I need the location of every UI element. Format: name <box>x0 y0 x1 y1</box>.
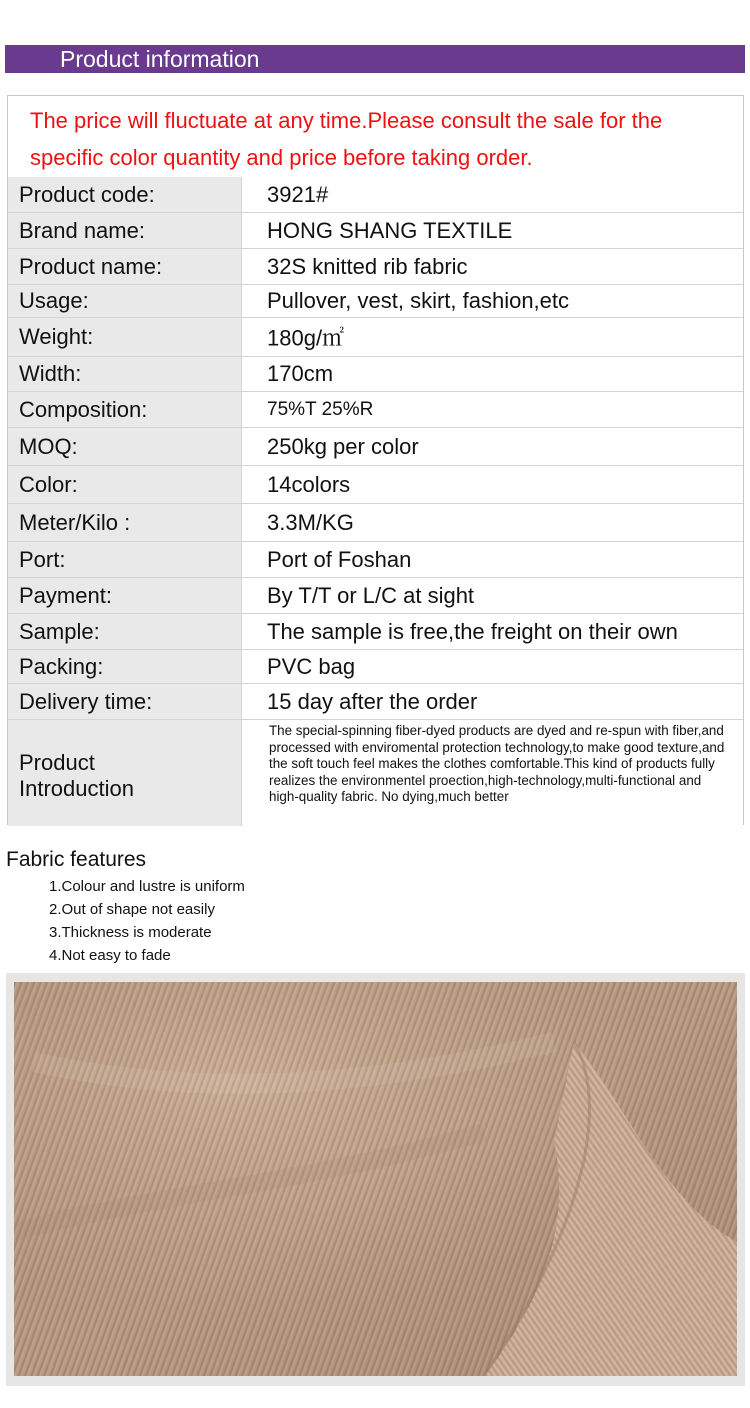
spec-value: PVC bag <box>267 653 356 679</box>
spec-row-payment <box>8 578 743 614</box>
spec-label: Product code: <box>19 181 155 207</box>
intro-text: The special-spinning fiber-dyed products are dyed and re-spun with fiber,and processed with enviromental protection technology,to make good texture,and the soft touch feel makes the clothes comfortable.This kind of products fully realizes the environmentel proection,high-technology,multi-functional and high-quality fabric. No dying,much better <box>269 723 725 805</box>
price-notice-text: The price will fluctuate at any time.Please consult the sale for the specific color quantity and price before taking order. <box>30 108 663 170</box>
spec-label-cell <box>8 285 242 317</box>
spec-value-cell <box>242 357 743 391</box>
spec-row-packing <box>8 650 743 684</box>
spec-value-cell <box>242 504 743 541</box>
spec-label-cell <box>8 650 242 683</box>
spec-value-cell <box>242 213 743 248</box>
spec-label-cell <box>8 542 242 577</box>
spec-row-weight <box>8 318 743 357</box>
feature-item: 4.Not easy to fade <box>49 947 171 964</box>
spec-label-cell <box>8 504 242 541</box>
spec-label: Brand name: <box>19 217 145 243</box>
spec-value: 3.3M/KG <box>267 509 354 535</box>
spec-value-cell <box>242 249 743 284</box>
spec-label: Width: <box>19 361 82 386</box>
spec-label: Product name: <box>19 253 163 279</box>
spec-value: HONG SHANG TEXTILE <box>267 217 513 243</box>
spec-label-cell <box>8 177 242 212</box>
spec-value-cell <box>242 177 743 212</box>
section-header-title: Product information <box>60 46 260 72</box>
spec-row-product-name <box>8 249 743 285</box>
spec-label-cell <box>8 614 242 649</box>
price-notice <box>8 96 743 178</box>
spec-value: The sample is free,the freight on their own <box>267 618 678 644</box>
spec-label: Payment: <box>19 582 112 608</box>
spec-row-introduction <box>8 720 743 826</box>
spec-row-usage <box>8 285 743 318</box>
spec-value-cell <box>242 466 743 503</box>
fabric-photo <box>14 982 737 1376</box>
product-info-table <box>7 95 744 825</box>
section-header-bar <box>5 45 745 73</box>
spec-row-port <box>8 542 743 578</box>
intro-label-cell <box>8 720 242 826</box>
spec-value: 3921# <box>267 181 329 207</box>
spec-value-cell <box>242 392 743 427</box>
spec-value: 170cm <box>267 361 334 386</box>
features-title: Fabric features <box>6 848 147 871</box>
features-list <box>49 875 245 967</box>
spec-row-meter-kilo <box>8 504 743 542</box>
intro-value-cell <box>242 720 743 826</box>
spec-rows <box>8 177 743 826</box>
spec-value-cell <box>242 285 743 317</box>
spec-label-cell <box>8 466 242 503</box>
spec-value: By T/T or L/C at sight <box>267 582 475 608</box>
feature-item: 2.Out of shape not easily <box>49 901 215 918</box>
spec-row-color <box>8 466 743 504</box>
spec-value: Pullover, vest, skirt, fashion,etc <box>267 288 570 313</box>
spec-label-cell <box>8 392 242 427</box>
spec-label-cell <box>8 213 242 248</box>
spec-value-cell <box>242 428 743 465</box>
spec-value: 14colors <box>267 471 351 497</box>
spec-label-cell <box>8 249 242 284</box>
spec-label: MOQ: <box>19 433 78 459</box>
spec-label: Delivery time: <box>19 688 153 714</box>
spec-value: 180g/㎡ <box>267 325 345 351</box>
spec-value: 250kg per color <box>267 433 419 459</box>
spec-label: Composition: <box>19 396 148 422</box>
spec-value: 75%T 25%R <box>267 398 374 420</box>
spec-label-cell <box>8 578 242 613</box>
feature-item: 3.Thickness is moderate <box>49 924 212 941</box>
spec-row-composition <box>8 392 743 428</box>
spec-row-moq <box>8 428 743 466</box>
feature-item: 1.Colour and lustre is uniform <box>49 878 245 895</box>
intro-label-line1: Product <box>19 750 95 775</box>
spec-value-cell <box>242 318 743 356</box>
spec-label: Packing: <box>19 653 104 679</box>
spec-row-delivery-time <box>8 684 743 720</box>
fabric-texture-image <box>14 982 737 1376</box>
spec-value-cell <box>242 650 743 683</box>
spec-value: 15 day after the order <box>267 688 478 714</box>
spec-label-cell <box>8 318 242 356</box>
spec-value-cell <box>242 684 743 719</box>
intro-label-line2: Introduction <box>19 776 134 801</box>
spec-label: Meter/Kilo : <box>19 509 131 535</box>
spec-label-cell <box>8 357 242 391</box>
spec-value-cell <box>242 614 743 649</box>
spec-label: Sample: <box>19 618 100 644</box>
spec-label-cell <box>8 684 242 719</box>
spec-label: Usage: <box>19 288 89 313</box>
fabric-photo-frame <box>6 973 745 1386</box>
spec-value: 32S knitted rib fabric <box>267 253 468 279</box>
spec-value-cell <box>242 542 743 577</box>
spec-label: Port: <box>19 546 66 572</box>
spec-row-brand-name <box>8 213 743 249</box>
spec-row-width <box>8 357 743 392</box>
spec-label-cell <box>8 428 242 465</box>
spec-label: Color: <box>19 471 78 497</box>
spec-row-product-code <box>8 177 743 213</box>
spec-label: Weight: <box>19 324 94 349</box>
spec-row-sample <box>8 614 743 650</box>
spec-value-cell <box>242 578 743 613</box>
spec-value: Port of Foshan <box>267 546 412 572</box>
